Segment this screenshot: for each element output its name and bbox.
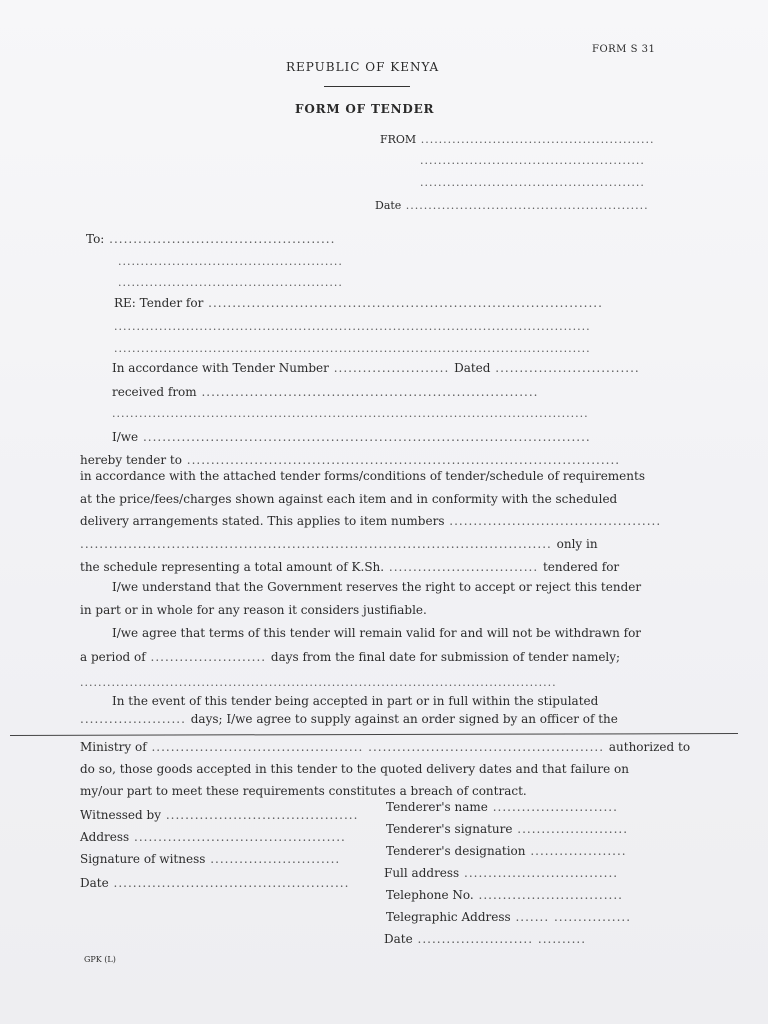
- tenderer-name-field: Tenderer's name ..........................: [386, 800, 618, 814]
- form-title: FORM OF TENDER: [295, 102, 435, 116]
- period-rest: days from the final date for submission of tender namely;: [270, 650, 621, 664]
- only-in-field: .................................................................................................. only in: [80, 537, 598, 551]
- tenderer-name-label: Tenderer's name: [386, 800, 488, 814]
- full-address-label: Full address: [384, 866, 460, 880]
- doso-line-2: my/our part to meet these requirements constitutes a breach of contract.: [80, 784, 527, 798]
- period-line-2: ..........................................................................................................: [80, 676, 557, 689]
- received-from-field: received from ......................................................................: [112, 385, 539, 399]
- telephone-label: Telephone No.: [386, 888, 474, 902]
- period-field: a period of ........................ days from the final date for submission of tender namely;: [80, 650, 621, 664]
- tender-number-field: In accordance with Tender Number ........................ Dated ..............................: [112, 361, 640, 375]
- body-line-4: at the price/fees/charges shown against each item and in conformity with the scheduled: [80, 492, 618, 506]
- witness-date-field: Date .................................................: [80, 876, 350, 890]
- hereby-tender-label: hereby tender to: [80, 453, 182, 467]
- witnessed-by-label: Witnessed by: [80, 808, 161, 822]
- tender-number-label: In accordance with Tender Number: [112, 361, 329, 375]
- total-amount-label: the schedule representing a total amount of K.Sh.: [80, 560, 385, 574]
- heading-rule: [324, 86, 410, 87]
- tenderer-date-label: Date: [384, 932, 413, 946]
- tenderer-signature-field: Tenderer's signature .......................: [386, 822, 629, 836]
- tenderer-signature-label: Tenderer's signature: [386, 822, 513, 836]
- from-label: FROM: [380, 133, 417, 146]
- tendered-for-label: tendered for: [542, 560, 620, 574]
- tenderer-designation-label: Tenderer's designation: [386, 844, 526, 858]
- tender-for-label: Tender for: [139, 296, 204, 310]
- authorized-label: authorized to: [608, 740, 691, 754]
- fold-line: [10, 733, 738, 736]
- gpk-code: GPK (L): [84, 955, 116, 964]
- only-in-label: only in: [556, 537, 598, 551]
- witnessed-by-field: Witnessed by ........................................: [80, 808, 359, 822]
- from-line-2: ..................................................: [420, 154, 645, 167]
- date-field: Date ......................................................: [375, 199, 649, 212]
- form-number: FORM S 31: [592, 44, 656, 55]
- understand-line-2: in part or in whole for any reason it considers justifiable.: [80, 603, 427, 617]
- date-label: Date: [375, 199, 402, 212]
- address-label: Address: [80, 830, 130, 844]
- event-line-2: days; I/we agree to supply against an order signed by an officer of the: [190, 712, 618, 726]
- re-line-2: ..........................................................................................................: [114, 320, 591, 333]
- republic-heading: REPUBLIC OF KENYA: [286, 60, 440, 74]
- re-line-3: ..........................................................................................................: [114, 342, 591, 355]
- body-line-3: in accordance with the attached tender forms/conditions of tender/schedule of requirements: [80, 469, 645, 483]
- to-field: To: ...............................................: [86, 232, 336, 246]
- event-days-field: ...................... days; I/we agree to supply against an order signed by an officer of the: [80, 712, 618, 726]
- agree-line-1: I/we agree that terms of this tender will remain valid for and will not be withdrawn for: [112, 626, 642, 640]
- telegraphic-address-label: Telegraphic Address: [386, 910, 511, 924]
- address-field: Address ............................................: [80, 830, 346, 844]
- witness-date-label: Date: [80, 876, 109, 890]
- signature-of-witness-label: Signature of witness: [80, 852, 206, 866]
- to-label: To:: [86, 232, 105, 246]
- understand-line-1: I/we understand that the Government reserves the right to accept or reject this tender: [112, 580, 642, 594]
- dated-label: Dated: [454, 361, 491, 375]
- tenderer-date-field: Date ........................ ..........: [384, 932, 587, 946]
- item-numbers-field: delivery arrangements stated. This applies to item numbers ............................................: [80, 514, 662, 528]
- total-amount-field: the schedule representing a total amount of K.Sh. ............................... tendered for: [80, 560, 620, 574]
- full-address-field: Full address ................................: [384, 866, 619, 880]
- re-label: RE:: [114, 296, 136, 310]
- hereby-tender-field: hereby tender to ..........................................................................................: [80, 453, 621, 467]
- from-field: FROM ....................................................: [380, 133, 655, 146]
- ministry-label: Ministry of: [80, 740, 147, 754]
- received-from-label: received from: [112, 385, 197, 399]
- re-field: RE: Tender for ..................................................................................: [114, 296, 603, 310]
- received-from-line-2: ..........................................................................................................: [112, 407, 589, 420]
- item-numbers-label: delivery arrangements stated. This applies to item numbers: [80, 514, 445, 528]
- event-line-1: In the event of this tender being accepted in part or in full within the stipulated: [112, 694, 599, 708]
- signature-of-witness-field: Signature of witness ...........................: [80, 852, 341, 866]
- period-label: a period of: [80, 650, 146, 664]
- to-line-3: ..................................................: [118, 276, 343, 289]
- telegraphic-address-field: Telegraphic Address ....... ................: [386, 910, 632, 924]
- telephone-field: Telephone No. ..............................: [386, 888, 623, 902]
- doso-line-1: do so, those goods accepted in this tender to the quoted delivery dates and that failure on: [80, 762, 630, 776]
- ministry-field: Ministry of ............................................ ................................................. authorized to: [80, 740, 691, 754]
- to-line-2: ..................................................: [118, 255, 343, 268]
- iwe-field: I/we .............................................................................................: [112, 430, 591, 444]
- from-line-3: ..................................................: [420, 176, 645, 189]
- iwe-label: I/we: [112, 430, 139, 444]
- tenderer-designation-field: Tenderer's designation ....................: [386, 844, 627, 858]
